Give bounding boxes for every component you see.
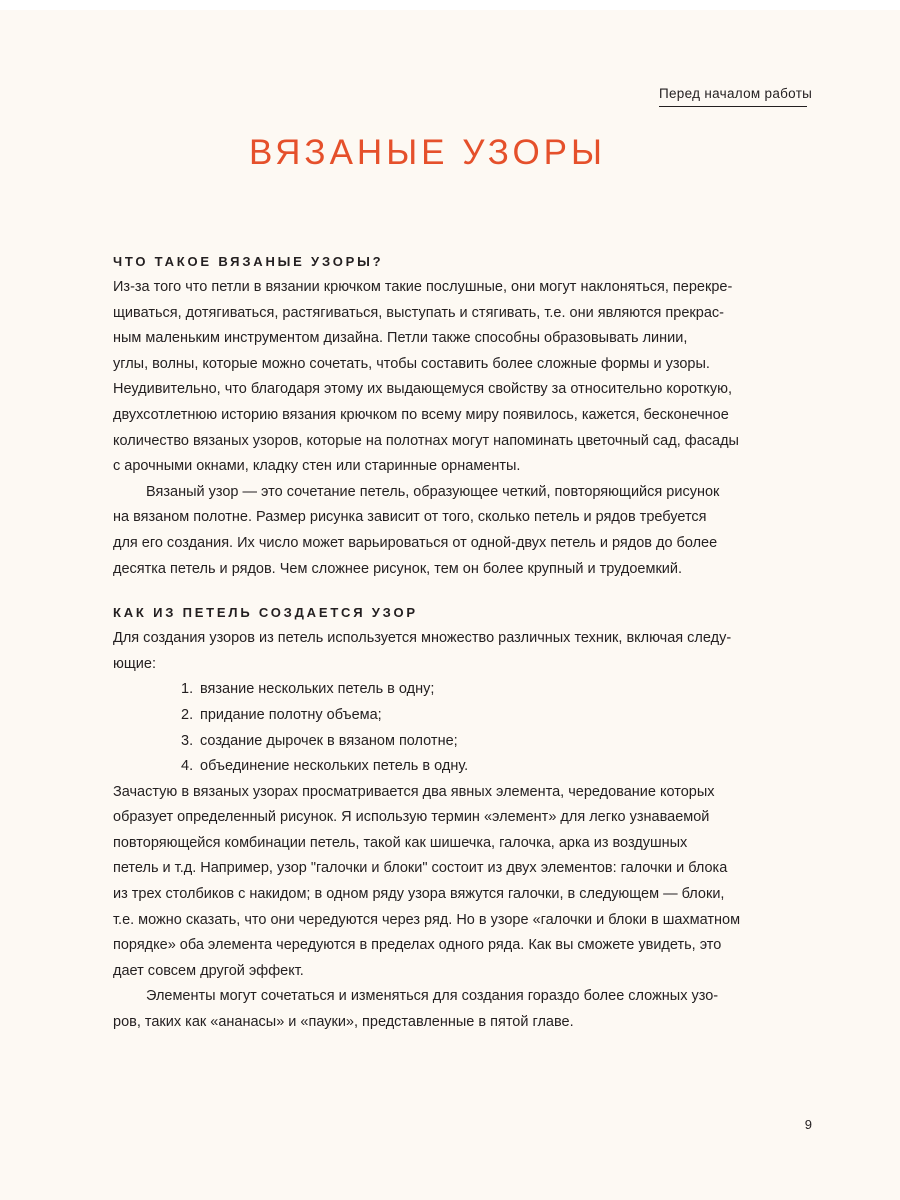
paragraph-techniques-intro	[113, 626, 753, 677]
text-line: повторяющейся комбинации петель, такой как шишечка, галочка, арка из воздушных	[113, 834, 688, 851]
text-line: петель и т.д. Например, узор "галочки и блоки" состоит из двух элементов: галочки и блока	[113, 860, 728, 877]
list-item-text: придание полотну объема;	[200, 706, 382, 723]
text-line: щиваться, дотягиваться, растягиваться, выступать и стягивать, т.е. они являются прекрас-	[113, 304, 724, 321]
text-line: Из-за того что петли в вязании крючком такие послушные, они могут наклоняться, перекре-	[113, 279, 733, 295]
chapter-title: ВЯЗАНЫЕ УЗОРЫ	[248, 133, 607, 172]
text-line: с арочными окнами, кладку стен или старинные орнаменты.	[113, 458, 521, 475]
text-line: порядке» оба элемента чередуются в пределах одного ряда. Как вы сможете увидеть, это	[113, 937, 722, 954]
list-item-text: создание дырочек в вязаном полотне;	[200, 732, 458, 749]
paragraph-intro	[113, 275, 753, 480]
text-line: из трех столбиков с накидом; в одном ряду узора вяжутся галочки, в следующем — блоки,	[113, 886, 725, 903]
list-number: 1.	[181, 681, 194, 698]
paragraph-elements	[113, 780, 753, 985]
text-line: углы, волны, которые можно сочетать, чтобы составить более сложные формы и узоры.	[113, 355, 710, 372]
text-line: ющие:	[113, 655, 156, 672]
list-item-text: объединение нескольких петель в одну.	[200, 758, 469, 775]
list-item	[181, 677, 753, 703]
text-line: образует определенный рисунок. Я использую термин «элемент» для легко узнаваемой	[113, 809, 710, 826]
text-line: т.е. можно сказать, что они чередуются через ряд. Но в узоре «галочки и блоки в шахматном	[113, 911, 741, 928]
text-line: Для создания узоров из петель используется множество различных техник, включая следу-	[113, 630, 732, 647]
list-number: 4.	[181, 758, 194, 775]
book-page	[0, 10, 900, 1200]
text-line: Элементы могут сочетаться и изменяться для создания гораздо более сложных узо-	[146, 988, 719, 1005]
list-item	[181, 729, 753, 755]
page-content	[113, 249, 753, 1036]
text-line: ров, таких как «ананасы» и «пауки», представленные в пятой главе.	[113, 1014, 574, 1031]
text-line: для его создания. Их число может варьироваться от одной-двух петель и рядов до более	[113, 534, 718, 551]
text-line: на вязаном полотне. Размер рисунка зависит от того, сколько петель и рядов требуется	[113, 509, 707, 526]
text-line: Вязаный узор — это сочетание петель, образующее четкий, повторяющийся рисунок	[146, 483, 720, 500]
list-item	[181, 754, 753, 780]
text-line: двухсотлетнюю историю вязания крючком по всему миру появилось, кажется, бесконечное	[113, 406, 729, 423]
section-heading-how-patterns-form: КАК ИЗ ПЕТЕЛЬ СОЗДАЕТСЯ УЗОР	[113, 605, 418, 621]
list-item-text: вязание нескольких петель в одну;	[200, 681, 435, 698]
list-item	[181, 703, 753, 729]
paragraph-combinations	[113, 984, 753, 1035]
list-number: 2.	[181, 706, 194, 723]
running-header: Перед началом работы	[659, 86, 807, 107]
techniques-list	[113, 677, 753, 779]
text-line: дает совсем другой эффект.	[113, 962, 304, 979]
section-heading-what-are-patterns: ЧТО ТАКОЕ ВЯЗАНЫЕ УЗОРЫ?	[113, 254, 384, 269]
list-number: 3.	[181, 732, 194, 749]
text-line: количество вязаных узоров, которые на полотнах могут напоминать цветочный сад, фасады	[113, 432, 739, 449]
text-line: ным маленьким инструментом дизайна. Петли также способны образовывать линии,	[113, 330, 688, 347]
text-line: десятка петель и рядов. Чем сложнее рисунок, тем он более крупный и трудоемкий.	[113, 560, 683, 577]
page-number: 9	[804, 1117, 812, 1132]
text-line: Зачастую в вязаных узорах просматривается два явных элемента, чередование которых	[113, 783, 715, 800]
paragraph-definition	[113, 480, 753, 582]
text-line: Неудивительно, что благодаря этому их выдающемуся свойству за относительно короткую,	[113, 381, 733, 398]
